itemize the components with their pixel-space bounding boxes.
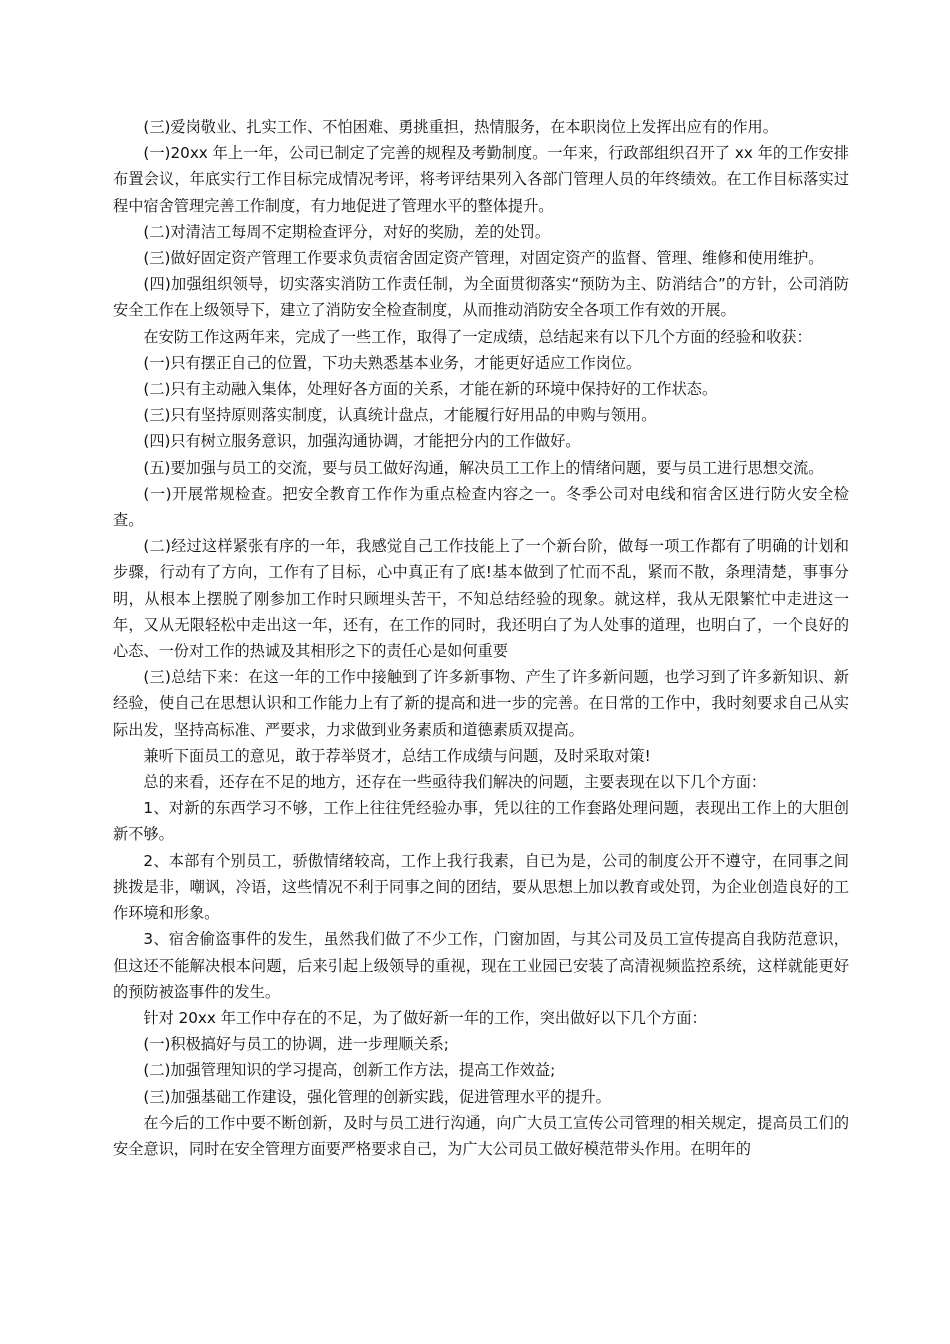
paragraph: (四)加强组织领导，切实落实消防工作责任制，为全面贯彻落实“预防为主、防消结合”的方针，公司消防安全工作在上级领导下，建立了消防安全检查制度，从而推动消防安全各项工作有效的开展。 xyxy=(113,275,849,320)
paragraph: 兼听下面员工的意见，敢于荐举贤才，总结工作成绩与问题，及时采取对策! xyxy=(143,746,651,765)
paragraph: 针对 20xx 年工作中存在的不足，为了做好新一年的工作，突出做好以下几个方面： xyxy=(143,1008,707,1027)
paragraph: (三)加强基础工作建设，强化管理的创新实践，促进管理水平的提升。 xyxy=(143,1087,611,1106)
paragraph: 在今后的工作中要不断创新，及时与员工进行沟通，向广大员工宣传公司管理的相关规定，提高员工们的安全意识，同时在安全管理方面要严格要求自己，为广大公司员工做好模范带头作用。在明年的 xyxy=(113,1113,849,1158)
paragraph: 总的来看，还存在不足的地方，还存在一些亟待我们解决的问题，主要表现在以下几个方面： xyxy=(143,773,767,792)
paragraph: (三)总结下来：在这一年的工作中接触到了许多新事物、产生了许多新问题，也学习到了许多新知识、新经验，使自己在思想认识和工作能力上有了新的提高和进一步的完善。在日常的工作中，我时刻要求自己从实际出发，坚持高标准、严要求，力求做到业务素质和道德素质双提高。 xyxy=(113,668,849,739)
paragraph: (二)经过这样紧张有序的一年，我感觉自己工作技能上了一个新台阶，做每一项工作都有了明确的计划和步骤，行动有了方向，工作有了目标，心中真正有了底!基本做到了忙而不乱，紧而不散，条理清楚，事事分明，从根本上摆脱了刚参加工作时只顾埋头苦干，不知总结经验的现象。就这样，我从无限繁忙中走进这一年，又从无限轻松中走出这一年，还有，在工作的同时，我还明白了为人处事的道理，也明白了，一个良好的心态、一份对工作的热诚及其相形之下的责任心是如何重要 xyxy=(113,537,849,661)
paragraph: 1、对新的东西学习不够，工作上往往凭经验办事，凭以往的工作套路处理问题，表现出工作上的大胆创新不够。 xyxy=(113,799,849,844)
paragraph: (三)做好固定资产管理工作要求负责宿舍固定资产管理，对固定资产的监督、管理、维修和使用维护。 xyxy=(143,249,824,268)
paragraph: (一)只有摆正自己的位置，下功夫熟悉基本业务，才能更好适应工作岗位。 xyxy=(143,353,642,372)
document-body xyxy=(113,114,849,1162)
paragraph: 2、本部有个别员工，骄傲情绪较高，工作上我行我素，自已为是，公司的制度公开不遵守，在同事之间挑拨是非，嘲讽，冷语，这些情况不利于同事之间的团结，要从思想上加以教育或处罚，为企业创造良好的工作环境和形象。 xyxy=(113,851,849,923)
paragraph: (三)爱岗敬业、扎实工作、不怕困难、勇挑重担，热情服务，在本职岗位上发挥出应有的作用。 xyxy=(143,118,778,136)
paragraph: (一)开展常规检查。把安全教育工作作为重点检查内容之一。冬季公司对电线和宿舍区进行防火安全检查。 xyxy=(113,484,849,530)
paragraph: 在安防工作这两年来，完成了一些工作，取得了一定成绩，总结起来有以下几个方面的经验和收获： xyxy=(143,327,812,346)
paragraph: (五)要加强与员工的交流，要与员工做好沟通，解决员工工作上的情绪问题，要与员工进行思想交流。 xyxy=(143,458,824,477)
paragraph: (二)对清洁工每周不定期检查评分，对好的奖励，差的处罚。 xyxy=(143,222,551,241)
paragraph: (一)20xx 年上一年，公司已制定了完善的规程及考勤制度。一年来，行政部组织召开了 xx 年的工作安排布置会议，年底实行工作目标完成情况考评，将考评结果列入各部门管理人员的年终绩效。在工作目标落实过程中宿舍管理完善工作制度，有力地促进了管理水平的整体提升。 xyxy=(113,144,849,215)
paragraph: (二)只有主动融入集体，处理好各方面的关系，才能在新的环境中保持好的工作状态。 xyxy=(143,380,718,399)
paragraph: (三)只有坚持原则落实制度，认真统计盘点，才能履行好用品的申购与领用。 xyxy=(143,406,657,425)
paragraph: (二)加强管理知识的学习提高，创新工作方法，提高工作效益; xyxy=(143,1061,556,1080)
paragraph: 3、宿舍偷盗事件的发生，虽然我们做了不少工作，门窗加固，与其公司及员工宣传提高自我防范意识，但这还不能解决根本问题，后来引起上级领导的重视，现在工业园已安装了高清视频监控系统，这样就能更好的预防被盗事件的发生。 xyxy=(113,930,849,1001)
paragraph: (一)积极搞好与员工的协调，进一步理顺关系; xyxy=(143,1035,449,1054)
paragraph: (四)只有树立服务意识，加强沟通协调，才能把分内的工作做好。 xyxy=(143,432,581,451)
